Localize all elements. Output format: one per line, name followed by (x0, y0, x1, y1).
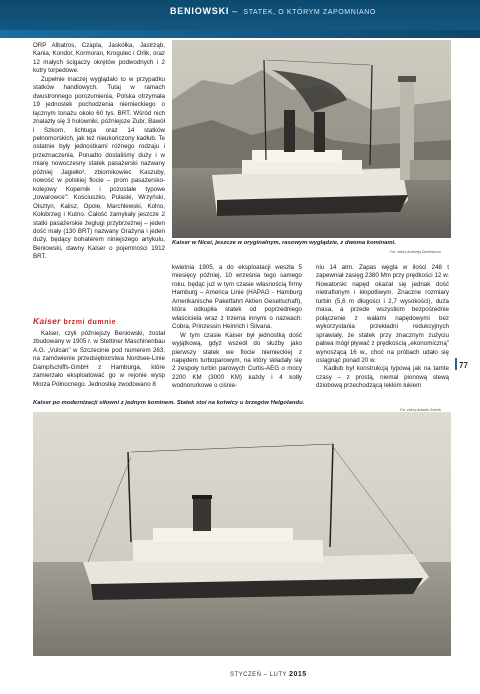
header-subtitle: STATEK, O KTÓRYM ZAPOMNIANO (243, 9, 376, 16)
photo-bottom-credit: Fot. zbiory Arkadiu Sznerk (400, 408, 441, 412)
right-column-text (316, 264, 449, 391)
section-heading (33, 316, 116, 326)
left-column-text (33, 42, 165, 262)
photo-top-caption: Kaiser w Nicei, jeszcze w oryginalnym, rasowym wyglądzie, z dwoma kominami. (172, 240, 396, 246)
header-separator: – (232, 6, 238, 16)
paragraph: ORP Albatros, Czapla, Jaskółka, Jastrząb, Kania, Kondor, Kormoran, Krogulec i Orlik, oraz 12 małych ścigaczy okrętów podwodnych i 2 kutry torpedowe. (33, 42, 165, 75)
photo-kaiser-helgoland (33, 412, 451, 656)
left-column-continuation (33, 330, 165, 389)
footer-year: 2015 (289, 671, 307, 678)
header-wave (0, 30, 480, 38)
photo-kaiser-nice (172, 40, 451, 238)
paragraph: niu 14 atm. Zapas węgla w ilości 248 t zapewniał zasięg 2380 Mm przy prędkości 12 w. Nowatorski napęd okazał się jednak dość nietrafionym i kłopotliwym. Znaczne rozmiary turbin (5,6 m długości i 2,7 wysokości), duża masa, a przede wszystkim bezpośrednie połączenie z wałami napędowymi bez wykorzystania przekładni redukcyjnych sprawiały, że statek przy znacznym zużyciu paliwa mógł pływać z prędkością „ekonomiczną" wynoszącą 16 w., choć na próbach udało się osiągnąć ponad 20 w. (316, 264, 449, 364)
middle-column-text (172, 264, 302, 391)
photo-top-credit: Fot. zbiory Andrzeja Danilewicza (390, 250, 441, 254)
footer-months: STYCZEŃ – LUTY (230, 672, 287, 678)
kaiser-one-funnel-illustration (33, 412, 451, 656)
header-title: BENIOWSKI (170, 6, 230, 16)
paragraph: kwietnia 1905, a do eksploatacji weszła 5 miesięcy później, 10 września tego samego roku, będąc już w tym czasie własnością firmy Hamburg – America Linie (HAPAG - Hamburg Amerikanische Paketfahrt Aktien Gesellschaft), która odkupiła statek od poprzedniego właściciela wraz z trzema innymi o nazwach: Cobra, Prinzessin Heinrich i Silvana. (172, 264, 302, 331)
paragraph: W tym czasie Kaiser był jednostką dość wyjątkową, gdyż wszedł do służby jako pierwszy statek we flocie niemieckiej z napędem turboparowym, na który składały się 2 zespoły turbin parowych Curtis-AEG o mocy 2200 KM (3000 KM) każdy i 4 kotły wodnorurkowe o ciśnie- (172, 331, 302, 390)
paragraph: Zupełnie inaczej wyglądało to w przypadku statków handlowych. Tutaj w ramach dwustronnego porozumienia, Polska otrzymała 19 jednostek pochodzenia niemieckiego o łącznym tonażu około 60 tys. BRT. Wśród nich znalazły się 3 holowniki, późniejsze Zubr, Bawół i Szkorn, lichtuga oraz 14 statków pełnomorskich, jak też nieukończony kadłub. Te ostatnie były jednostkami różnego rodzaju i przeznaczenia. Ponadto dostaliśmy duży i w miarę nowoczesny statek pasażerski nazwany później Jagiełło², zbiornikowiec Kaszuby, nowość w polskiej flocie – prom pasażersko-kolejowy Kopernik i pozostałe typowe „towarowce": Kościuszko, Pułaski, Wrzyński, Olsztyn, Kalisz, Opole, Marchlewski, Kolno, Kołobrzeg i Kutno. Całość zamykały jeszcze 2 statki pasażerskie żeglugi przybrzeżnej – jeden dość mały (130 BRT) nazwany Grażyna i jeden duży, będący bohaterem niniejszego artykułu, Beniowski, dawny Kaiser o pojemności 1912 BRT. (33, 75, 165, 261)
running-header (170, 6, 376, 16)
section-heading-first-word: Kaiser (33, 316, 61, 326)
section-heading-rest: brzmi dumnie (63, 319, 117, 326)
paragraph: Kaiser, czyli późniejszy Beniowski, został zbudowany w 1905 r. w Stettiner Maschinenbau A.G. „Vulcan" w Szczecinie pod numerem 263, na zamówienie przedsiębiorstwa Nordsee-Linie Dampfschiffs-GmbH z Hamburga, które zamierzało eksploatować go w rejonie wysp Morza Północnego. Jednostkę zwodowano 8 (33, 330, 165, 388)
photo-bottom-caption: Kaiser po modernizacji siłowni z jednym kominem. Statek stoi na kotwicy u brzegów Helgolandu. (33, 400, 305, 406)
page-number-marker (455, 358, 457, 370)
kaiser-two-funnels-illustration (172, 40, 451, 238)
paragraph: Kadłub był konstrukcją typową jak na tamte czasy – z prostą, niemal pionową stewą dziobową przechodzącą lekkim łukiem (316, 365, 449, 390)
page-number: 77 (459, 361, 468, 370)
page-footer (230, 671, 307, 678)
